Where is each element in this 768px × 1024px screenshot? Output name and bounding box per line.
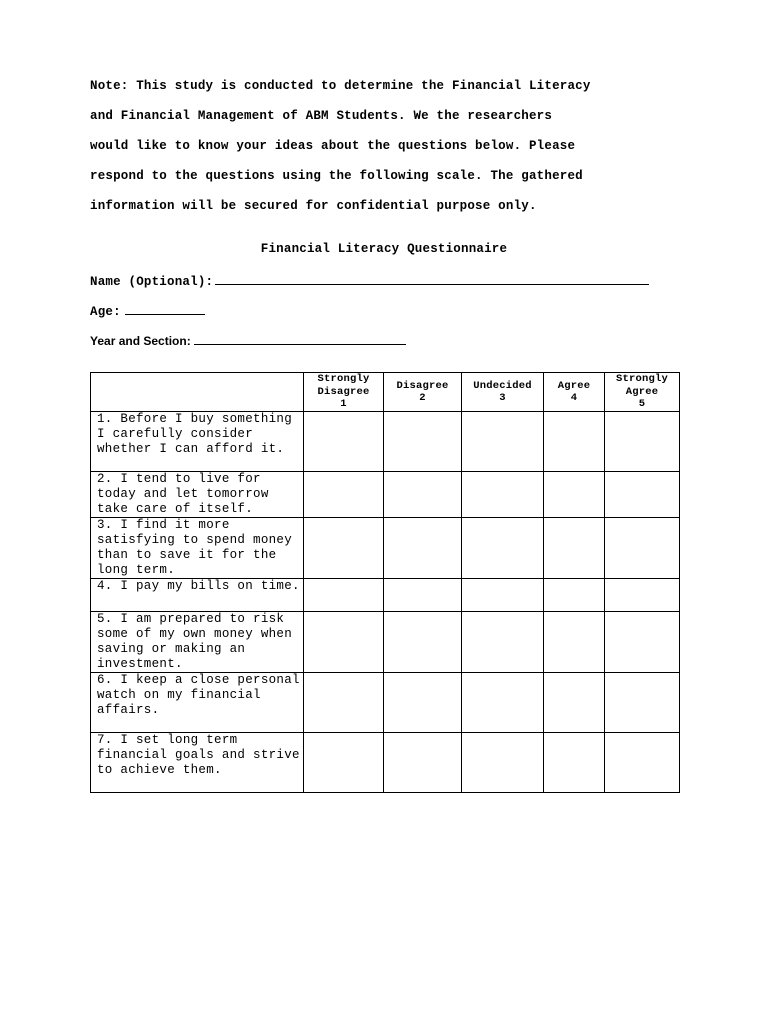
rating-cell-1[interactable] — [304, 518, 384, 579]
rating-cell-1[interactable] — [304, 733, 384, 793]
rating-cell-3[interactable] — [462, 472, 544, 518]
note-line: respond to the questions using the following scale. The gathered — [90, 169, 583, 183]
study-note — [90, 71, 690, 221]
rating-cell-2[interactable] — [384, 673, 462, 733]
rating-cell-5[interactable] — [605, 518, 680, 579]
rating-cell-3[interactable] — [462, 673, 544, 733]
table-row — [91, 612, 680, 673]
note-line: would like to know your ideas about the questions below. Please — [90, 139, 576, 153]
questionnaire-title: Financial Literacy Questionnaire — [260, 242, 508, 256]
table-row — [91, 579, 680, 612]
age-blank[interactable] — [125, 303, 205, 315]
rating-cell-2[interactable] — [384, 733, 462, 793]
name-label: Name (Optional): — [90, 275, 214, 289]
note-line: Note: This study is conducted to determine the Financial Literacy — [90, 79, 591, 93]
note-line: information will be secured for confidential purpose only. — [90, 199, 537, 213]
rating-cell-4[interactable] — [544, 472, 605, 518]
statement-cell: 4. I pay my bills on time. — [91, 579, 304, 612]
rating-cell-1[interactable] — [304, 472, 384, 518]
rating-cell-5[interactable] — [605, 472, 680, 518]
rating-cell-2[interactable] — [384, 472, 462, 518]
rating-cell-1[interactable] — [304, 673, 384, 733]
rating-cell-5[interactable] — [605, 412, 680, 472]
rating-cell-5[interactable] — [605, 612, 680, 673]
statement-header — [91, 373, 304, 412]
rating-cell-5[interactable] — [605, 733, 680, 793]
table-row — [91, 472, 680, 518]
questionnaire-table — [90, 372, 680, 793]
table-header-row — [91, 373, 680, 412]
rating-cell-2[interactable] — [384, 412, 462, 472]
statement-cell: 5. I am prepared to risk some of my own money when saving or making an investment. — [91, 612, 304, 673]
rating-cell-4[interactable] — [544, 579, 605, 612]
rating-cell-4[interactable] — [544, 612, 605, 673]
table-row — [91, 673, 680, 733]
age-field — [90, 303, 205, 319]
table-row — [91, 412, 680, 472]
year-section-blank[interactable] — [194, 334, 406, 345]
rating-cell-1[interactable] — [304, 579, 384, 612]
statement-cell: 1. Before I buy something I carefully consider whether I can afford it. — [91, 412, 304, 472]
rating-cell-3[interactable] — [462, 612, 544, 673]
year-section-label: Year and Section: — [90, 334, 191, 348]
rating-cell-3[interactable] — [462, 412, 544, 472]
statement-cell: 7. I set long term financial goals and strive to achieve them. — [91, 733, 304, 793]
name-field — [90, 273, 649, 289]
age-label: Age: — [90, 305, 121, 319]
name-blank[interactable] — [215, 273, 649, 285]
rating-cell-4[interactable] — [544, 673, 605, 733]
statement-cell: 3. I find it more satisfying to spend money than to save it for the long term. — [91, 518, 304, 579]
rating-cell-5[interactable] — [605, 673, 680, 733]
rating-cell-4[interactable] — [544, 412, 605, 472]
rating-cell-2[interactable] — [384, 579, 462, 612]
statement-cell: 6. I keep a close personal watch on my financial affairs. — [91, 673, 304, 733]
scale-header-undecided: Undecided 3 — [462, 373, 544, 412]
rating-cell-3[interactable] — [462, 518, 544, 579]
note-line: and Financial Management of ABM Students. We the researchers — [90, 109, 553, 123]
scale-header-strongly-disagree: Strongly Disagree 1 — [304, 373, 384, 412]
rating-cell-2[interactable] — [384, 612, 462, 673]
year-section-field — [90, 334, 406, 348]
rating-cell-2[interactable] — [384, 518, 462, 579]
rating-cell-4[interactable] — [544, 518, 605, 579]
scale-header-disagree: Disagree 2 — [384, 373, 462, 412]
table-row — [91, 518, 680, 579]
rating-cell-5[interactable] — [605, 579, 680, 612]
statement-cell: 2. I tend to live for today and let tomorrow take care of itself. — [91, 472, 304, 518]
rating-cell-4[interactable] — [544, 733, 605, 793]
table-row — [91, 733, 680, 793]
rating-cell-1[interactable] — [304, 412, 384, 472]
rating-cell-3[interactable] — [462, 733, 544, 793]
rating-cell-3[interactable] — [462, 579, 544, 612]
scale-header-strongly-agree: Strongly Agree 5 — [605, 373, 680, 412]
rating-cell-1[interactable] — [304, 612, 384, 673]
scale-header-agree: Agree 4 — [544, 373, 605, 412]
